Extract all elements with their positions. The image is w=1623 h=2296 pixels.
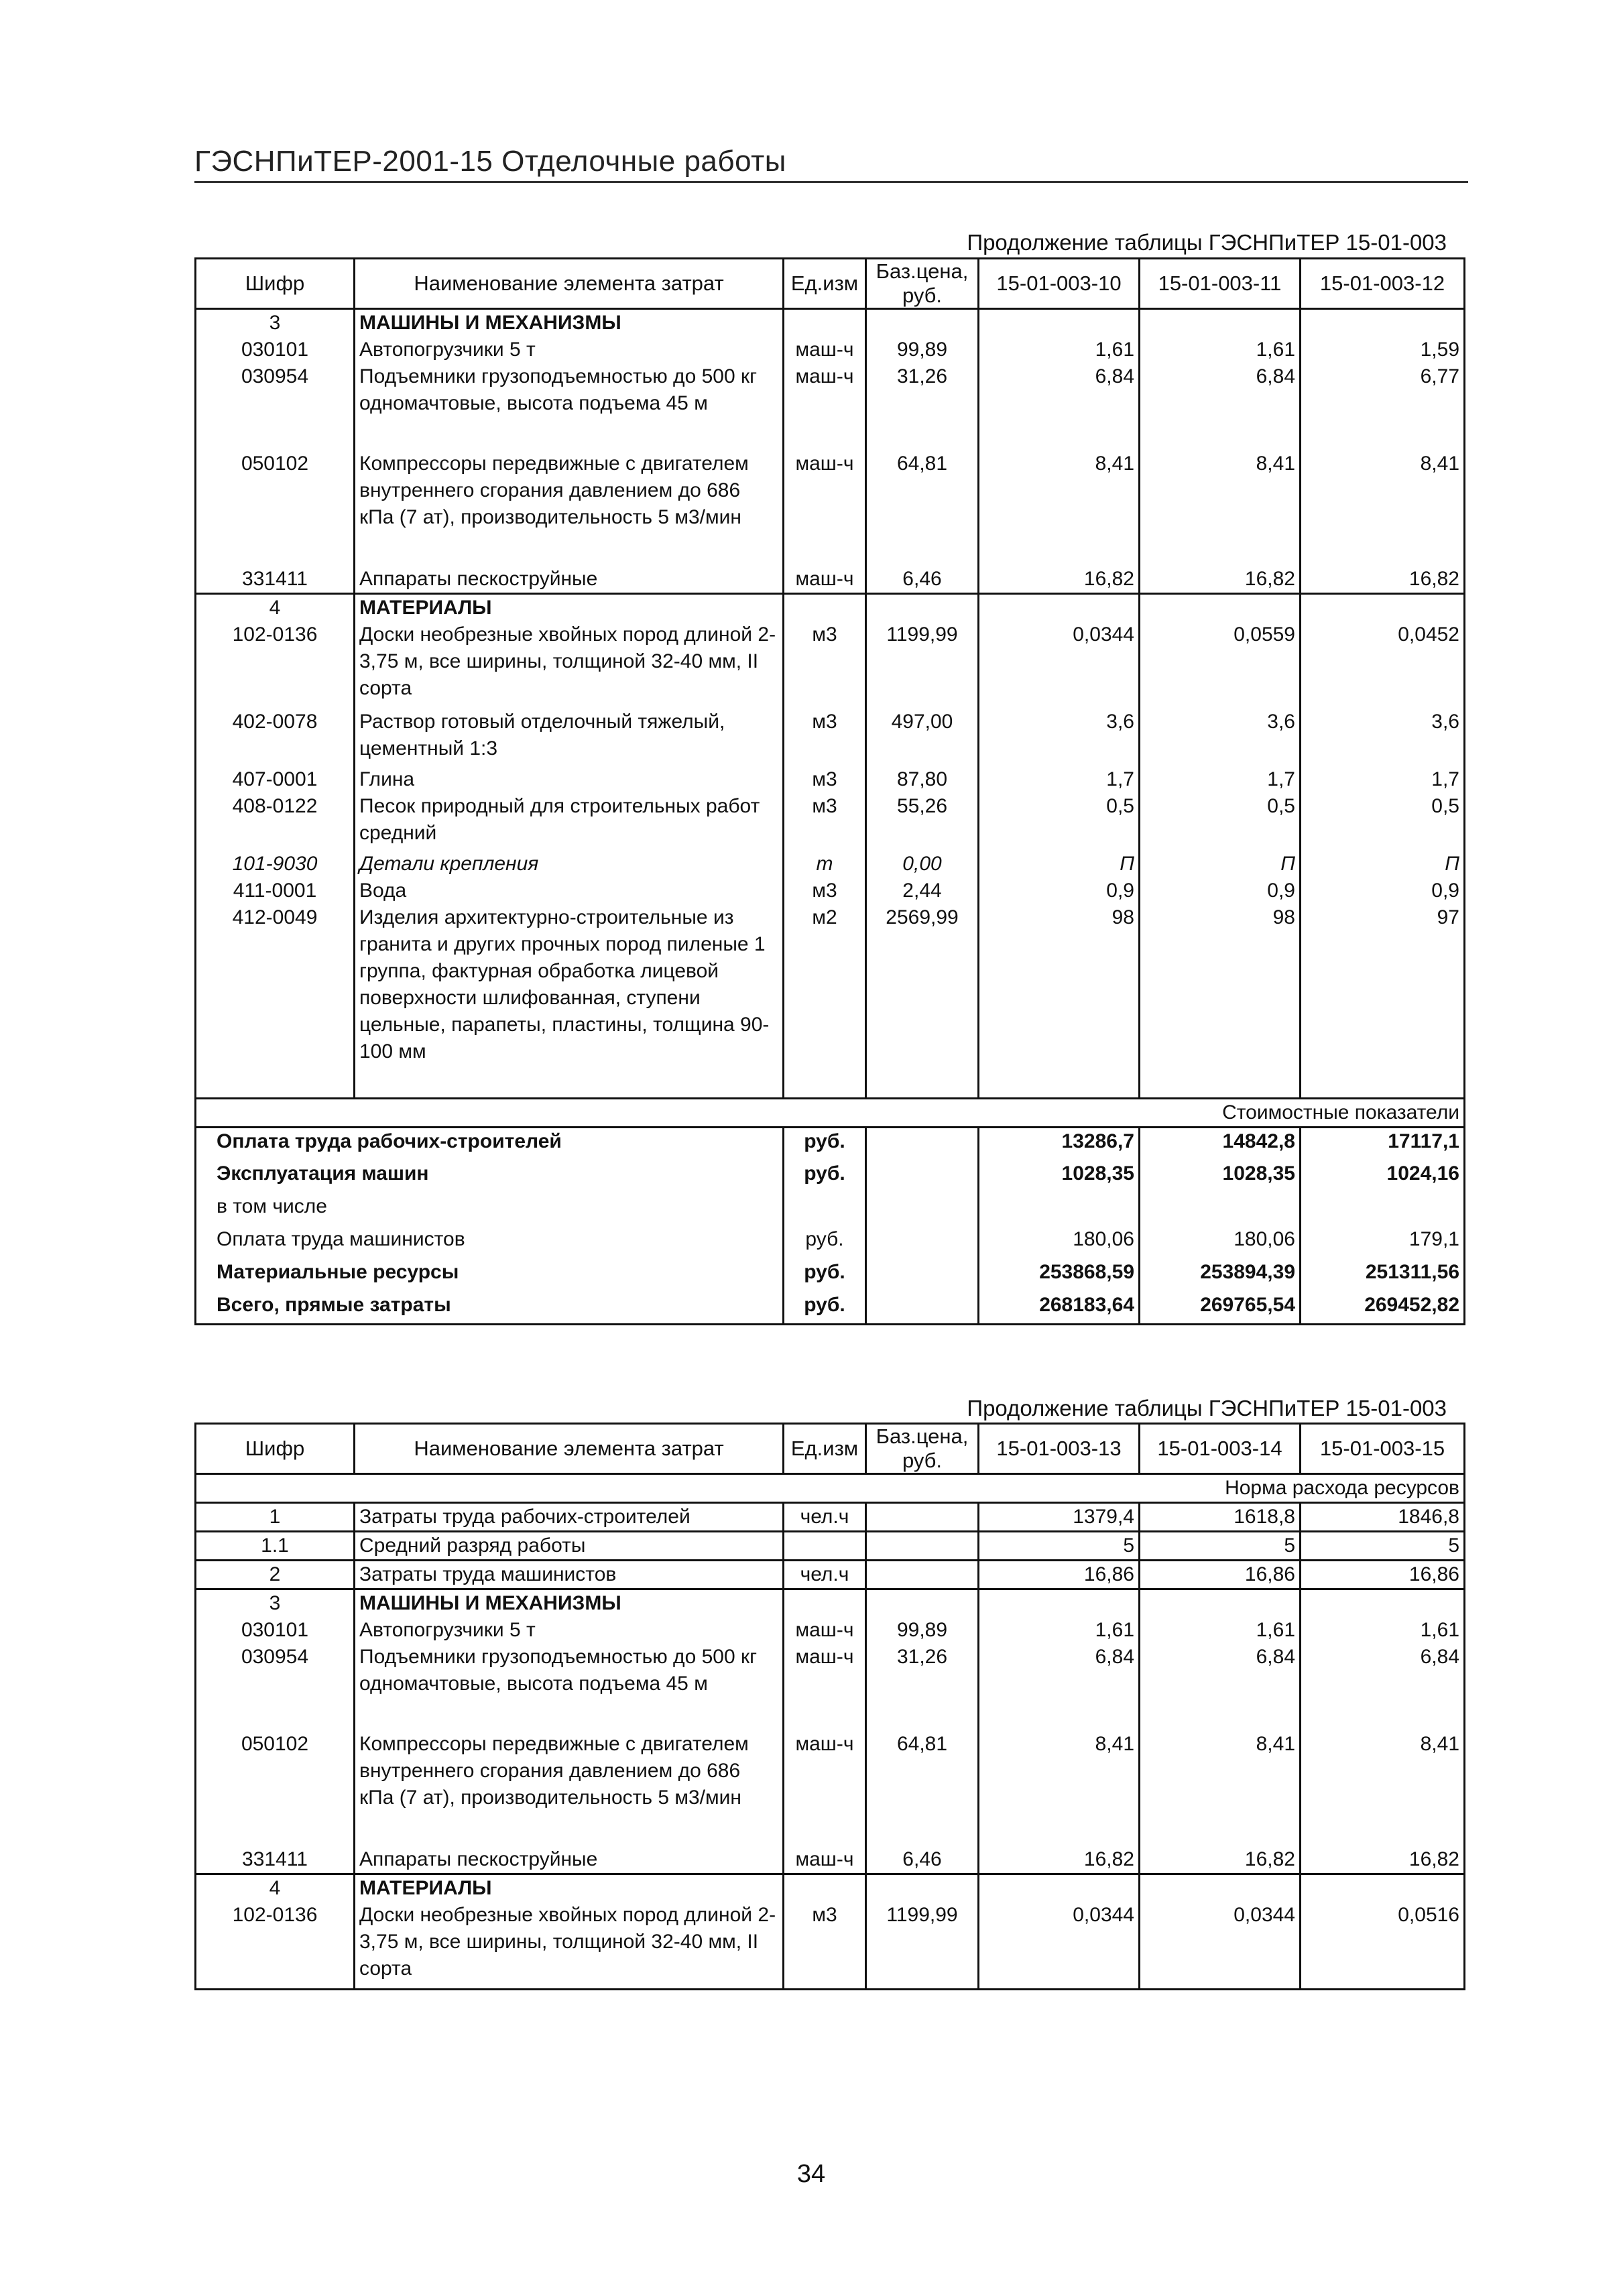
value-cell: 16,82 (1140, 1846, 1301, 1874)
column-header: 15-01-003-15 (1301, 1424, 1465, 1474)
value-cell: 16,82 (979, 1846, 1140, 1874)
blank-cell (1140, 1065, 1301, 1099)
summary-value: 1028,35 (1140, 1160, 1301, 1193)
name-cell: Глина (355, 766, 784, 793)
value-cell (1301, 1874, 1465, 1902)
summary-row (196, 1128, 1465, 1160)
unit-cell: маш-ч (784, 1644, 866, 1731)
unit-cell: м3 (784, 709, 866, 766)
unit-cell: маш-ч (784, 1846, 866, 1874)
summary-value: 269452,82 (1301, 1292, 1465, 1325)
code-cell: 408-0122 (196, 793, 355, 851)
summary-name: Оплата труда машинистов (196, 1226, 784, 1259)
header-row (196, 1424, 1465, 1474)
code-cell: 1.1 (196, 1532, 355, 1561)
summary-name: Эксплуатация машин (196, 1160, 784, 1193)
table-row (196, 1532, 1465, 1561)
column-header: 15-01-003-14 (1140, 1424, 1301, 1474)
code-cell: 407-0001 (196, 766, 355, 793)
unit-cell: м3 (784, 793, 866, 851)
name-cell: Аппараты пескоструйные (355, 1846, 784, 1874)
value-cell: П (979, 851, 1140, 878)
blank-cell (355, 1065, 784, 1099)
value-cell (979, 309, 1140, 337)
value-cell: 1,7 (979, 766, 1140, 793)
cost-indicators-label: Стоимостные показатели (196, 1099, 1465, 1128)
column-header: Ед.изм (784, 259, 866, 309)
unit-cell: м3 (784, 766, 866, 793)
value-cell: 6,84 (979, 363, 1140, 450)
name-cell: МАТЕРИАЛЫ (355, 594, 784, 622)
summary-name: Оплата труда рабочих-строителей (196, 1128, 784, 1160)
section-row (196, 594, 1465, 622)
unit-cell: м3 (784, 878, 866, 904)
summary-unit: руб. (784, 1160, 866, 1193)
value-cell: 8,41 (1140, 450, 1301, 566)
summary-unit: руб. (784, 1128, 866, 1160)
blank-cell (866, 1065, 979, 1099)
price-cell (866, 1503, 979, 1532)
price-cell: 31,26 (866, 1644, 979, 1731)
code-cell: 2 (196, 1561, 355, 1589)
value-cell: 8,41 (979, 1731, 1140, 1846)
price-cell: 99,89 (866, 1617, 979, 1644)
table-row (196, 1503, 1465, 1532)
table1-caption: Продолжение таблицы ГЭСНПиТЕР 15-01-003 (967, 230, 1447, 255)
table-row (196, 1561, 1465, 1589)
summary-unit (784, 1193, 866, 1226)
price-cell (866, 1874, 979, 1902)
price-cell: 6,46 (866, 1846, 979, 1874)
price-cell: 0,00 (866, 851, 979, 878)
price-cell (866, 1561, 979, 1589)
name-cell: Аппараты пескоструйные (355, 566, 784, 594)
price-cell: 55,26 (866, 793, 979, 851)
summary-value: 180,06 (979, 1226, 1140, 1259)
name-cell: Компрессоры передвижные с двигателем внутреннего сгорания давлением до 686 кПа (7 ат), производительность 5 м3/мин (355, 450, 784, 566)
column-header: Баз.цена, руб. (866, 1424, 979, 1474)
table-row (196, 709, 1465, 766)
column-header: 15-01-003-12 (1301, 259, 1465, 309)
section-row (196, 1589, 1465, 1618)
price-cell (866, 594, 979, 622)
value-cell: 1,59 (1301, 337, 1465, 363)
code-cell: 331411 (196, 1846, 355, 1874)
unit-cell: маш-ч (784, 1617, 866, 1644)
code-cell: 102-0136 (196, 621, 355, 709)
unit-cell: маш-ч (784, 337, 866, 363)
value-cell: 0,0344 (979, 621, 1140, 709)
name-cell: МАТЕРИАЛЫ (355, 1874, 784, 1902)
name-cell: Средний разряд работы (355, 1532, 784, 1561)
header-row (196, 259, 1465, 309)
unit-cell: маш-ч (784, 1731, 866, 1846)
price-cell: 1199,99 (866, 621, 979, 709)
value-cell: 0,5 (1301, 793, 1465, 851)
unit-cell: т (784, 851, 866, 878)
summary-value: 251311,56 (1301, 1259, 1465, 1292)
page-header: ГЭСНПиТЕР-2001-15 Отделочные работы (194, 145, 1468, 183)
value-cell: 16,82 (1301, 1846, 1465, 1874)
code-cell: 4 (196, 594, 355, 622)
value-cell: 6,84 (1140, 1644, 1301, 1731)
value-cell: 16,86 (1140, 1561, 1301, 1589)
value-cell: 0,0559 (1140, 621, 1301, 709)
summary-value: 253868,59 (979, 1259, 1140, 1292)
code-cell: 030954 (196, 363, 355, 450)
table-row (196, 878, 1465, 904)
code-cell: 030101 (196, 1617, 355, 1644)
unit-cell: маш-ч (784, 450, 866, 566)
column-header: Шифр (196, 259, 355, 309)
value-cell: 0,9 (1301, 878, 1465, 904)
table-row (196, 1644, 1465, 1731)
value-cell: 1,61 (1140, 337, 1301, 363)
name-cell: Затраты труда машинистов (355, 1561, 784, 1589)
summary-unit: руб. (784, 1292, 866, 1325)
unit-cell: маш-ч (784, 363, 866, 450)
code-cell: 1 (196, 1503, 355, 1532)
name-cell: МАШИНЫ И МЕХАНИЗМЫ (355, 1589, 784, 1618)
unit-cell: м3 (784, 621, 866, 709)
price-cell: 6,46 (866, 566, 979, 594)
name-cell: Песок природный для строительных работ средний (355, 793, 784, 851)
value-cell: 6,84 (1140, 363, 1301, 450)
value-cell: 0,5 (979, 793, 1140, 851)
value-cell: 16,82 (979, 566, 1140, 594)
name-cell: Изделия архитектурно-строительные из гранита и других прочных пород пиленые 1 группа, фактурная обработка лицевой поверхности шлифованная, ступени цельные, парапеты, пластины, толщина 90-100 мм (355, 904, 784, 1065)
value-cell: 98 (1140, 904, 1301, 1065)
value-cell: 5 (979, 1532, 1140, 1561)
value-cell: 3,6 (979, 709, 1140, 766)
table-row (196, 566, 1465, 594)
table-row (196, 621, 1465, 709)
value-cell: 6,84 (1301, 1644, 1465, 1731)
name-cell: Подъемники грузоподъемностью до 500 кг одномачтовые, высота подъема 45 м (355, 1644, 784, 1731)
unit-cell (784, 309, 866, 337)
table-row (196, 766, 1465, 793)
page-number: 34 (796, 2160, 826, 2188)
value-cell: 0,5 (1140, 793, 1301, 851)
summary-value: 1028,35 (979, 1160, 1140, 1193)
section-row (196, 1874, 1465, 1902)
blank-cell (1301, 1065, 1465, 1099)
table-row (196, 1731, 1465, 1846)
price-cell: 87,80 (866, 766, 979, 793)
value-cell: 8,41 (1301, 1731, 1465, 1846)
summary-value: 1024,16 (1301, 1160, 1465, 1193)
value-cell: 6,77 (1301, 363, 1465, 450)
blank-cell (979, 1065, 1140, 1099)
price-cell: 2569,99 (866, 904, 979, 1065)
table-row (196, 450, 1465, 566)
summary-name: Материальные ресурсы (196, 1259, 784, 1292)
value-cell: 16,82 (1301, 566, 1465, 594)
value-cell: 1,7 (1140, 766, 1301, 793)
value-cell (1301, 594, 1465, 622)
value-cell: 8,41 (1140, 1731, 1301, 1846)
unit-cell: маш-ч (784, 566, 866, 594)
unit-cell (784, 1874, 866, 1902)
table-row (196, 337, 1465, 363)
summary-price (866, 1259, 979, 1292)
value-cell (1301, 309, 1465, 337)
value-cell: 98 (979, 904, 1140, 1065)
value-cell (1140, 309, 1301, 337)
value-cell: 0,0344 (979, 1902, 1140, 1989)
column-header: Шифр (196, 1424, 355, 1474)
column-header: 15-01-003-11 (1140, 259, 1301, 309)
summary-value (1301, 1193, 1465, 1226)
price-cell: 64,81 (866, 1731, 979, 1846)
value-cell: 1846,8 (1301, 1503, 1465, 1532)
summary-price (866, 1193, 979, 1226)
value-cell: 3,6 (1140, 709, 1301, 766)
summary-name: в том числе (196, 1193, 784, 1226)
code-cell: 331411 (196, 566, 355, 594)
summary-value: 180,06 (1140, 1226, 1301, 1259)
value-cell: 1379,4 (979, 1503, 1140, 1532)
unit-cell (784, 1532, 866, 1561)
column-header: 15-01-003-13 (979, 1424, 1140, 1474)
value-cell: 16,86 (979, 1561, 1140, 1589)
summary-row (196, 1226, 1465, 1259)
resource-table-2 (194, 1423, 1465, 1990)
column-header: Наименование элемента затрат (355, 259, 784, 309)
value-cell: 0,9 (1140, 878, 1301, 904)
value-cell (979, 1589, 1140, 1618)
code-cell: 3 (196, 309, 355, 337)
summary-price (866, 1292, 979, 1325)
table-row (196, 904, 1465, 1065)
summary-price (866, 1226, 979, 1259)
value-cell: 6,84 (979, 1644, 1140, 1731)
value-cell: 1,7 (1301, 766, 1465, 793)
value-cell: 1,61 (979, 337, 1140, 363)
unit-cell: чел.ч (784, 1561, 866, 1589)
summary-value: 13286,7 (979, 1128, 1140, 1160)
name-cell: Доски необрезные хвойных пород длиной 2-3,75 м, все ширины, толщиной 32-40 мм, II сорта (355, 1902, 784, 1989)
value-cell: 3,6 (1301, 709, 1465, 766)
unit-cell: м3 (784, 1902, 866, 1989)
price-cell: 2,44 (866, 878, 979, 904)
spacer-row (196, 1065, 1465, 1099)
summary-row (196, 1193, 1465, 1226)
code-cell: 030101 (196, 337, 355, 363)
blank-cell (196, 1065, 355, 1099)
code-cell: 4 (196, 1874, 355, 1902)
code-cell: 3 (196, 1589, 355, 1618)
value-cell: 16,86 (1301, 1561, 1465, 1589)
value-cell: П (1301, 851, 1465, 878)
value-cell: 1618,8 (1140, 1503, 1301, 1532)
unit-cell: чел.ч (784, 1503, 866, 1532)
summary-value: 14842,8 (1140, 1128, 1301, 1160)
section-row (196, 309, 1465, 337)
code-cell: 050102 (196, 1731, 355, 1846)
code-cell: 412-0049 (196, 904, 355, 1065)
value-cell: П (1140, 851, 1301, 878)
summary-value (1140, 1193, 1301, 1226)
value-cell: 1,61 (1301, 1617, 1465, 1644)
unit-cell (784, 594, 866, 622)
summary-value: 253894,39 (1140, 1259, 1301, 1292)
summary-value: 269765,54 (1140, 1292, 1301, 1325)
summary-value: 17117,1 (1301, 1128, 1465, 1160)
price-cell (866, 1532, 979, 1561)
name-cell: Автопогрузчики 5 т (355, 1617, 784, 1644)
value-cell: 16,82 (1140, 566, 1301, 594)
summary-value: 179,1 (1301, 1226, 1465, 1259)
summary-price (866, 1128, 979, 1160)
summary-unit: руб. (784, 1226, 866, 1259)
summary-name: Всего, прямые затраты (196, 1292, 784, 1325)
code-cell: 050102 (196, 450, 355, 566)
name-cell: МАШИНЫ И МЕХАНИЗМЫ (355, 309, 784, 337)
column-header: Баз.цена, руб. (866, 259, 979, 309)
code-cell: 101-9030 (196, 851, 355, 878)
name-cell: Автопогрузчики 5 т (355, 337, 784, 363)
name-cell: Детали крепления (355, 851, 784, 878)
price-cell: 31,26 (866, 363, 979, 450)
name-cell: Затраты труда рабочих-строителей (355, 1503, 784, 1532)
column-header: Наименование элемента затрат (355, 1424, 784, 1474)
value-cell: 5 (1301, 1532, 1465, 1561)
unit-cell (784, 1589, 866, 1618)
summary-row (196, 1259, 1465, 1292)
table-row (196, 793, 1465, 851)
norm-row (196, 1474, 1465, 1503)
column-header: Ед.изм (784, 1424, 866, 1474)
table-row (196, 851, 1465, 878)
price-cell (866, 1589, 979, 1618)
value-cell: 0,0344 (1140, 1902, 1301, 1989)
table2-caption: Продолжение таблицы ГЭСНПиТЕР 15-01-003 (967, 1396, 1447, 1421)
name-cell: Раствор готовый отделочный тяжелый, цементный 1:3 (355, 709, 784, 766)
summary-value (979, 1193, 1140, 1226)
name-cell: Подъемники грузоподъемностью до 500 кг одномачтовые, высота подъема 45 м (355, 363, 784, 450)
summary-row (196, 1292, 1465, 1325)
value-cell: 8,41 (979, 450, 1140, 566)
value-cell (979, 1874, 1140, 1902)
column-header: 15-01-003-10 (979, 259, 1140, 309)
value-cell (979, 594, 1140, 622)
value-cell: 0,9 (979, 878, 1140, 904)
value-cell (1301, 1589, 1465, 1618)
summary-unit: руб. (784, 1259, 866, 1292)
blank-cell (784, 1065, 866, 1099)
summary-price (866, 1160, 979, 1193)
value-cell: 1,61 (1140, 1617, 1301, 1644)
value-cell: 0,0516 (1301, 1902, 1465, 1989)
value-cell (1140, 594, 1301, 622)
table-row (196, 363, 1465, 450)
resource-table-1 (194, 257, 1465, 1325)
value-cell: 8,41 (1301, 450, 1465, 566)
code-cell: 030954 (196, 1644, 355, 1731)
name-cell: Вода (355, 878, 784, 904)
value-cell: 5 (1140, 1532, 1301, 1561)
name-cell: Доски необрезные хвойных пород длиной 2-3,75 м, все ширины, толщиной 32-40 мм, II сорта (355, 621, 784, 709)
price-cell: 99,89 (866, 337, 979, 363)
table-row (196, 1902, 1465, 1989)
value-cell: 0,0452 (1301, 621, 1465, 709)
value-cell: 1,61 (979, 1617, 1140, 1644)
value-cell: 97 (1301, 904, 1465, 1065)
summary-row (196, 1160, 1465, 1193)
price-cell (866, 309, 979, 337)
norm-label: Норма расхода ресурсов (196, 1474, 1465, 1503)
name-cell: Компрессоры передвижные с двигателем внутреннего сгорания давлением до 686 кПа (7 ат), производительность 5 м3/мин (355, 1731, 784, 1846)
unit-cell: м2 (784, 904, 866, 1065)
price-cell: 64,81 (866, 450, 979, 566)
price-cell: 497,00 (866, 709, 979, 766)
code-cell: 411-0001 (196, 878, 355, 904)
table-row (196, 1617, 1465, 1644)
value-cell (1140, 1874, 1301, 1902)
code-cell: 402-0078 (196, 709, 355, 766)
summary-value: 268183,64 (979, 1292, 1140, 1325)
cost-indicators-row (196, 1099, 1465, 1128)
price-cell: 1199,99 (866, 1902, 979, 1989)
value-cell (1140, 1589, 1301, 1618)
code-cell: 102-0136 (196, 1902, 355, 1989)
table-row (196, 1846, 1465, 1874)
